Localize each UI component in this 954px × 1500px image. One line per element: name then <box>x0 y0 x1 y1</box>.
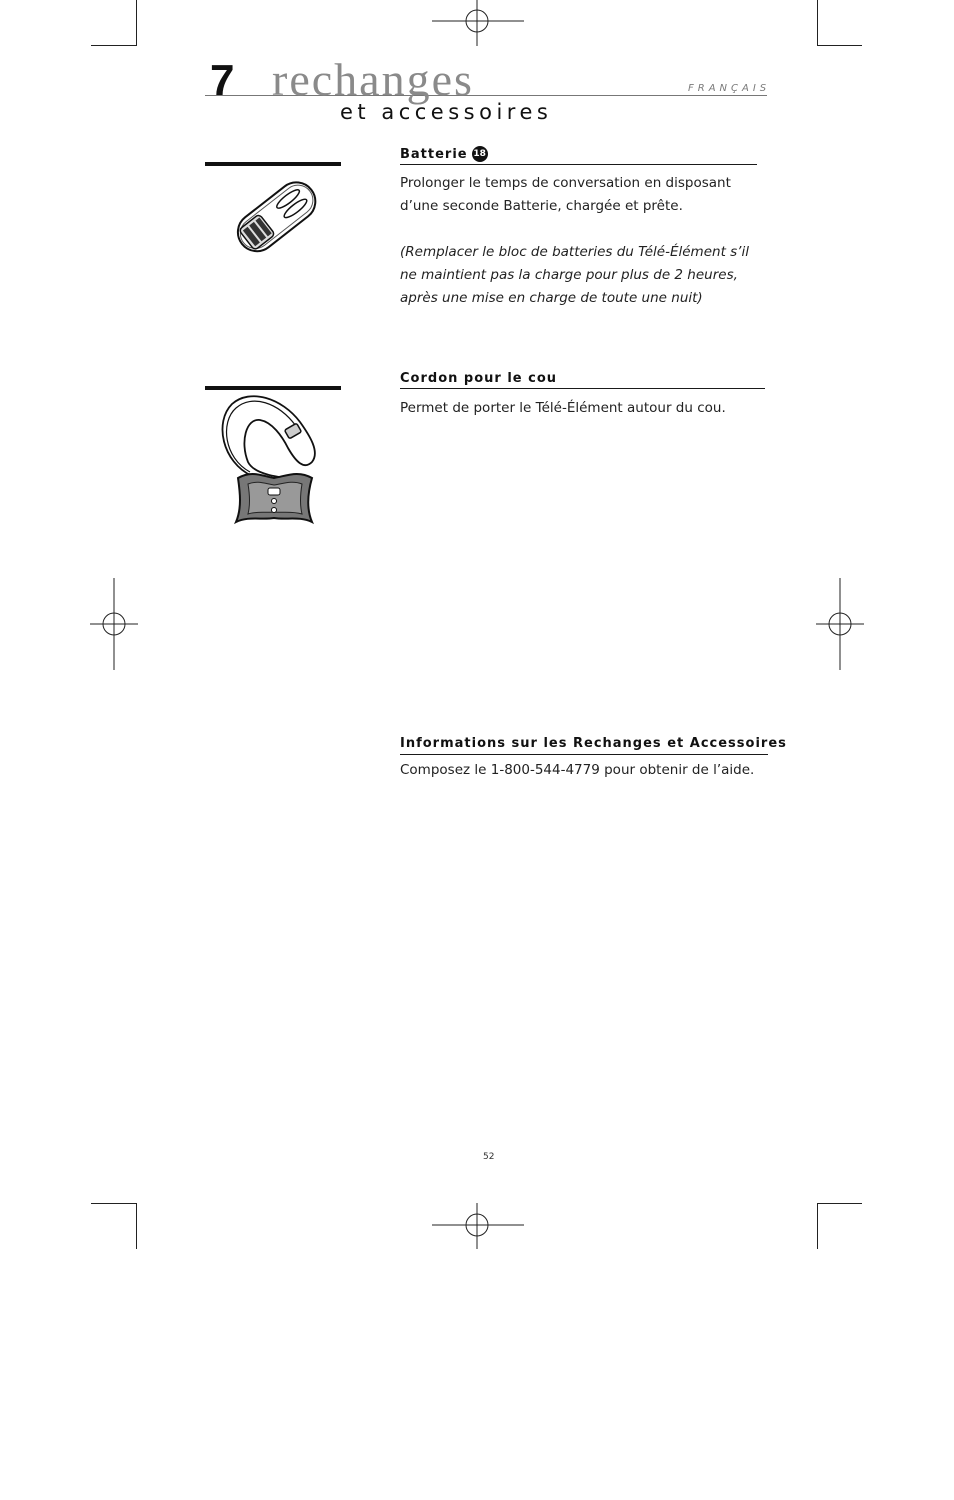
chapter-title: rechanges <box>272 54 474 105</box>
chapter-subtitle: et accessoires <box>340 100 553 124</box>
crop-mark <box>91 1203 136 1204</box>
section-heading-underline <box>400 388 765 389</box>
section-heading-batterie <box>400 146 488 162</box>
section-divider <box>205 386 341 390</box>
crop-mark <box>817 1203 818 1249</box>
registration-mark-right <box>816 578 864 670</box>
crop-mark <box>817 1203 862 1204</box>
section-heading-informations: Informations sur les Rechanges et Accessoires <box>400 736 787 751</box>
section-divider <box>205 162 341 166</box>
section-paragraph: Composez le 1-800-544-4779 pour obtenir de l’aide. <box>400 762 755 778</box>
section-heading-text: Batterie <box>400 147 468 162</box>
registration-mark-top <box>432 0 524 46</box>
crop-mark <box>136 1203 137 1249</box>
item-number-badge: 18 <box>472 146 488 162</box>
section-heading-underline <box>400 164 757 165</box>
crop-mark <box>91 45 136 46</box>
page-number: 52 <box>483 1152 495 1162</box>
chapter-number: 7 <box>210 56 235 105</box>
crop-mark <box>817 45 862 46</box>
section-heading-cordon: Cordon pour le cou <box>400 371 558 386</box>
registration-mark-left <box>90 578 138 670</box>
section-heading-underline <box>400 754 768 755</box>
crop-mark <box>136 0 137 46</box>
neck-cord-illustration <box>212 392 332 528</box>
crop-mark <box>817 0 818 46</box>
section-paragraph: Prolonger le temps de conversation en disposant d’une seconde Batterie, chargée et prête. <box>400 175 731 214</box>
language-label: FRANÇAIS <box>688 83 771 94</box>
registration-mark-bottom <box>432 1203 524 1249</box>
battery-pack-illustration <box>224 170 328 262</box>
section-paragraph: Permet de porter le Télé-Élément autour du cou. <box>400 400 726 416</box>
section-note: (Remplacer le bloc de batteries du Télé-Élément s’il ne maintient pas la charge pour plus de 2 heures, après une mise en charge de toute une nuit) <box>400 244 749 306</box>
